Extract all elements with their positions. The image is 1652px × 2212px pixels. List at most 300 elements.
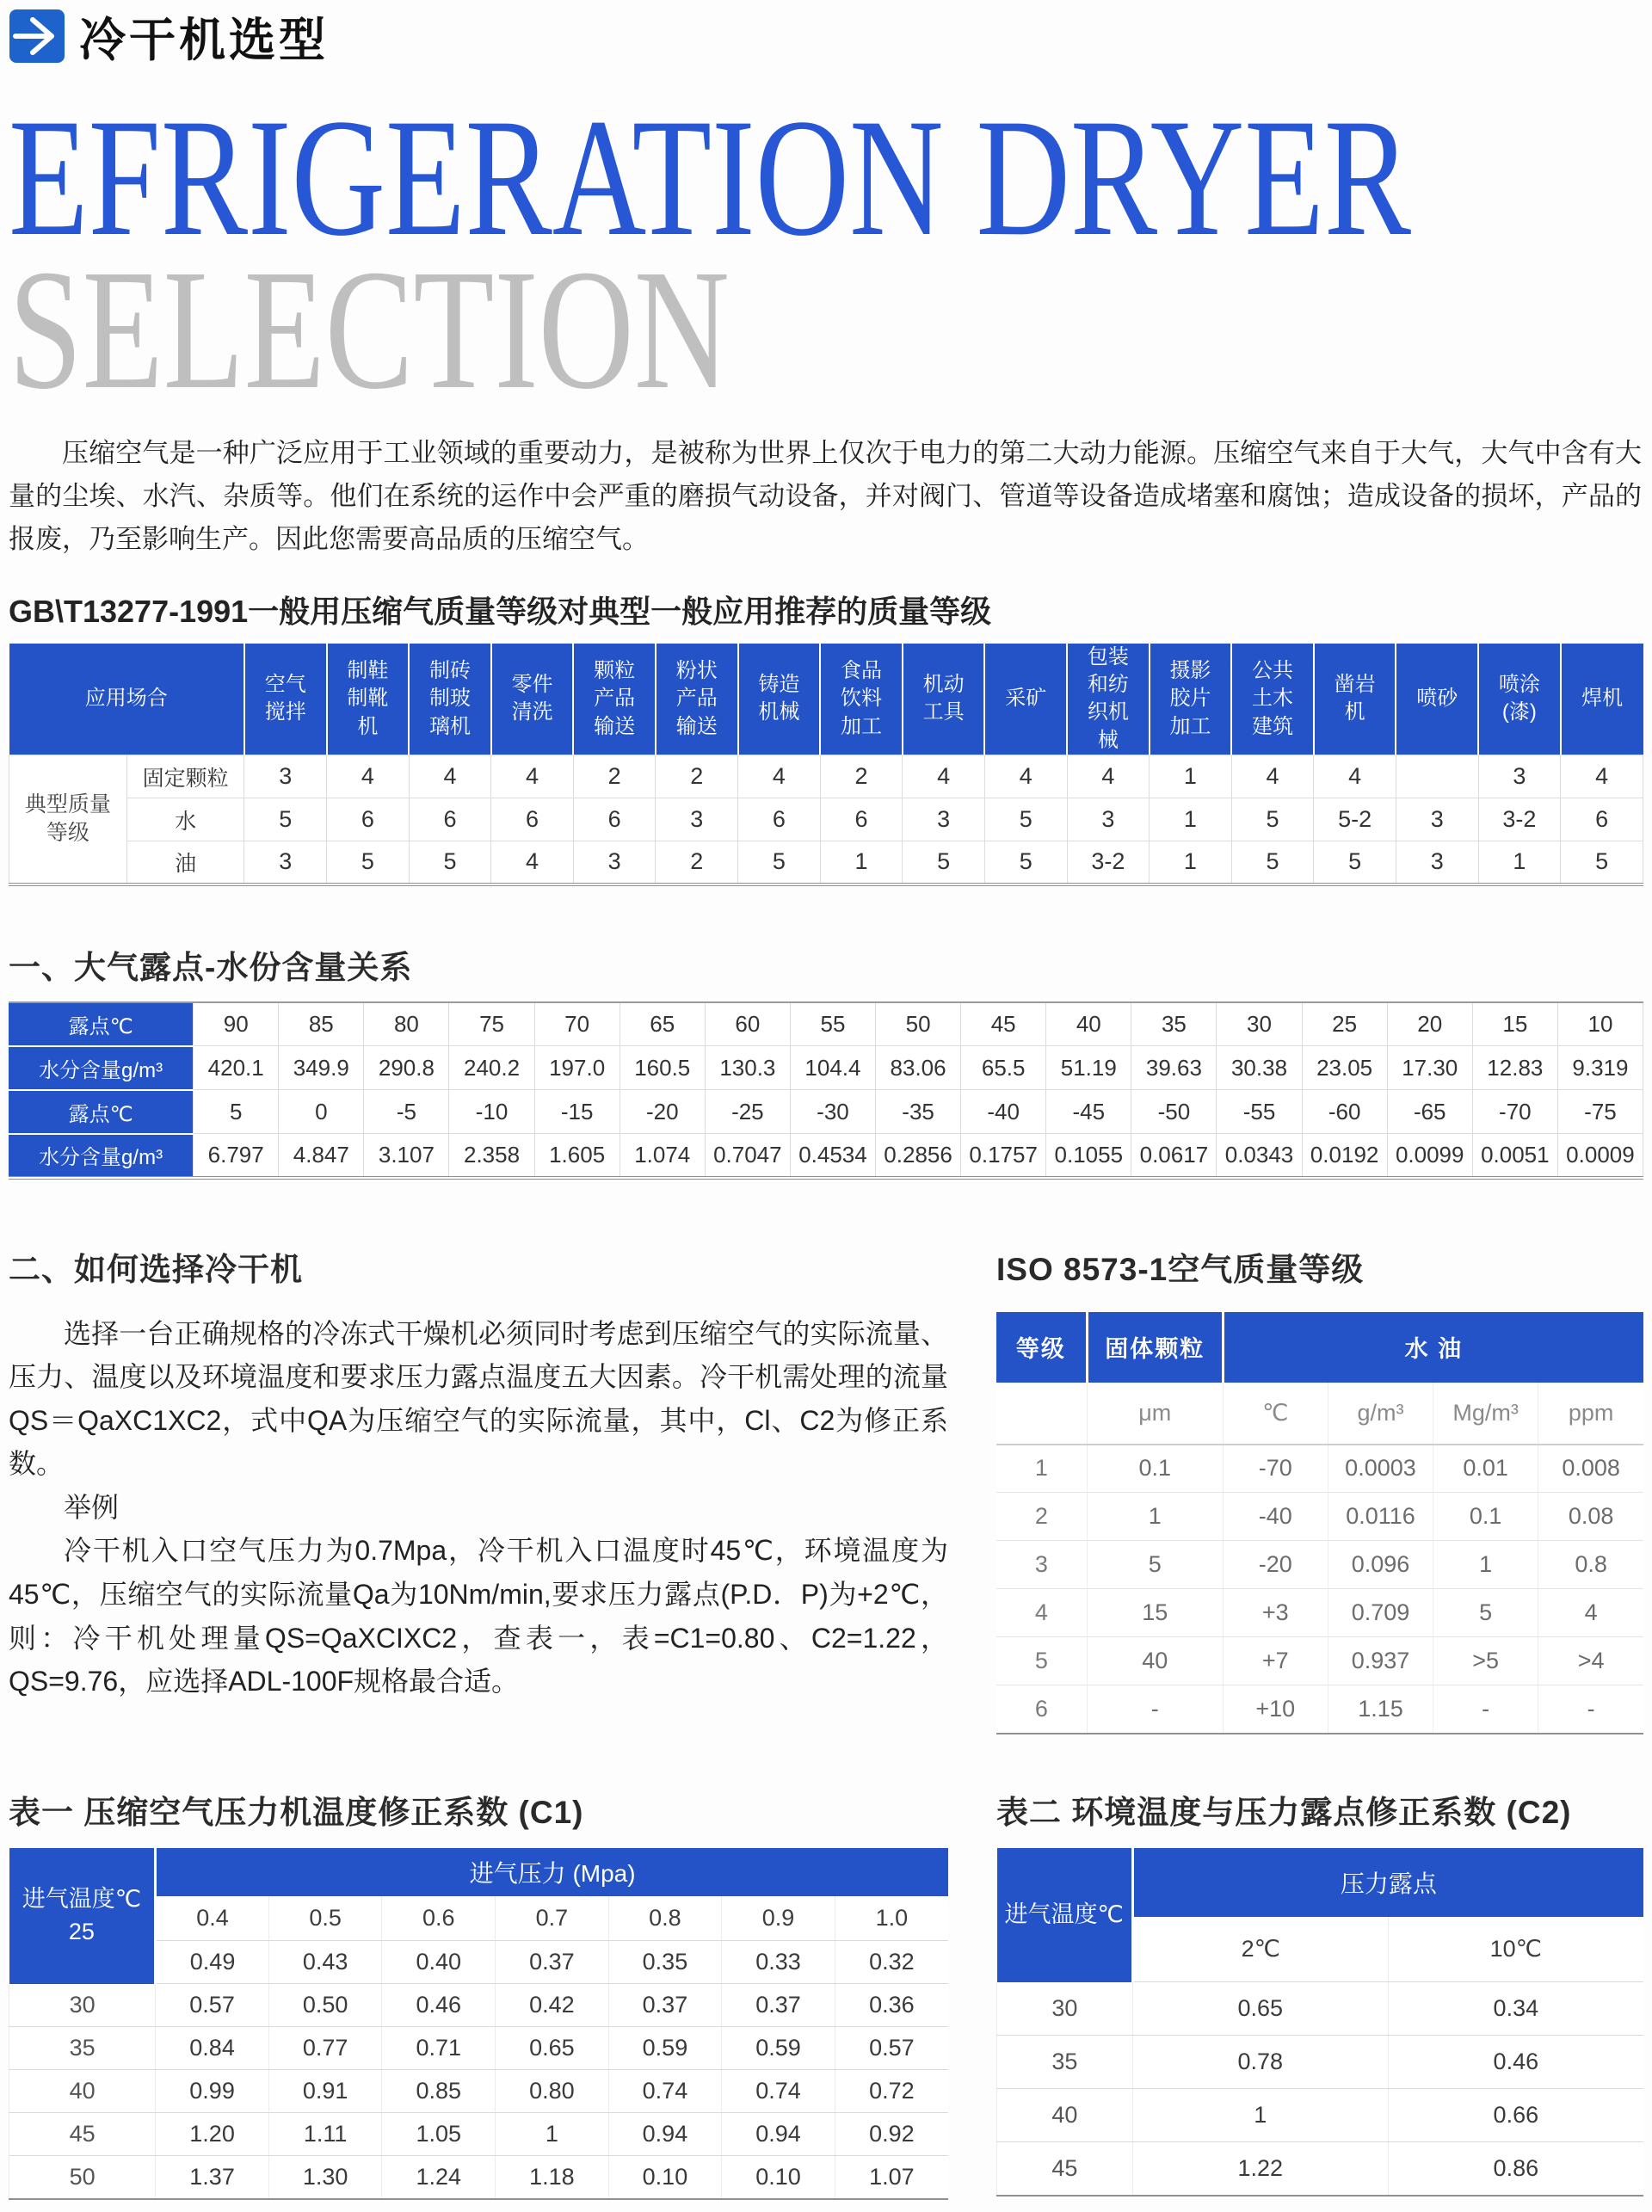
cell: 349.9 xyxy=(279,1046,364,1090)
cell: 3-2 xyxy=(1067,841,1150,884)
row-label: 35 xyxy=(9,2027,156,2070)
cell: 51.19 xyxy=(1046,1046,1131,1090)
intro-paragraph: 压缩空气是一种广泛应用于工业领域的重要动力，是被称为世界上仅次于电力的第二大动力能源。压缩空气来自于大气，大气中含有大量的尘埃、水汽、杂质等。他们在系统的运作中会严重的磨损气动设备，并对阀门、管道等设备造成堵塞和腐蚀；造成设备的损坏，产品的报废，乃至影响生产。因此您需要高品质的压缩空气。 xyxy=(9,438,1642,555)
row-label: 30 xyxy=(9,1984,156,2027)
cell: 0.8 xyxy=(608,1896,722,1941)
cell: 45 xyxy=(961,1002,1046,1046)
cell: 0.008 xyxy=(1538,1445,1643,1493)
cell: -70 xyxy=(1223,1445,1328,1493)
cell: 104.4 xyxy=(790,1046,875,1090)
table-row xyxy=(9,755,1643,798)
cell: -65 xyxy=(1387,1090,1472,1134)
cell: 0.72 xyxy=(835,2070,948,2113)
cell: 40 xyxy=(1046,1002,1131,1046)
cell: 1 xyxy=(1087,1493,1223,1541)
cell: 1 xyxy=(996,1445,1087,1493)
cell: 3 xyxy=(244,841,327,884)
cell: 1.074 xyxy=(620,1134,705,1178)
cell: -25 xyxy=(705,1090,790,1134)
cell: 0.71 xyxy=(382,2027,496,2070)
cell: 0.5 xyxy=(268,1896,382,1941)
row-label: 40 xyxy=(997,2089,1133,2142)
cell: 0.8 xyxy=(1538,1541,1643,1589)
cell: 0.59 xyxy=(608,2027,722,2070)
table-row xyxy=(9,1046,1643,1090)
cell: 4 xyxy=(491,755,574,798)
svg-text:EFRIGERATION DRYER: EFRIGERATION DRYER xyxy=(9,84,1412,250)
cell: 0.0343 xyxy=(1217,1134,1302,1178)
table-row xyxy=(996,1589,1643,1637)
cell: 0.10 xyxy=(608,2156,722,2199)
cell: 0.78 xyxy=(1132,2036,1388,2089)
cell: +10 xyxy=(1223,1685,1328,1734)
cell: -50 xyxy=(1131,1090,1217,1134)
cell: 60 xyxy=(705,1002,790,1046)
cell: ppm xyxy=(1538,1383,1643,1445)
cell: 5 xyxy=(409,841,491,884)
cell: 2 xyxy=(573,755,656,798)
cell: 3 xyxy=(1067,798,1150,841)
table1-title: 表一 压缩空气压力机温度修正系数 (C1) xyxy=(9,1794,584,1830)
table-row xyxy=(996,1493,1643,1541)
cell: 130.3 xyxy=(705,1046,790,1090)
cell: 2 xyxy=(820,755,903,798)
cell: 0.0003 xyxy=(1328,1445,1433,1493)
cell: 12.83 xyxy=(1472,1046,1557,1090)
table-row xyxy=(997,2036,1644,2089)
table-row xyxy=(9,798,1643,841)
page-title: 冷干机选型 xyxy=(79,14,329,66)
cell: 焊机 xyxy=(1561,644,1643,755)
cell: 颗粒产品输送 xyxy=(573,644,656,755)
cell: -75 xyxy=(1557,1090,1643,1134)
cell: 420.1 xyxy=(194,1046,279,1090)
cell: 0.92 xyxy=(835,2113,948,2156)
gb-table-title: GB\T13277-1991一般用压缩气质量等级对典型一般应用推荐的质量等级 xyxy=(9,593,992,629)
row-label: 40 xyxy=(9,2070,156,2113)
cell: 0.46 xyxy=(1388,2036,1643,2089)
cell: 5 xyxy=(1561,841,1643,884)
cell: 2℃ xyxy=(1132,1917,1388,1982)
section2-text xyxy=(9,1312,948,1704)
gb-quality-table xyxy=(9,644,1643,886)
cell: 240.2 xyxy=(449,1046,534,1090)
cell: 65 xyxy=(620,1002,705,1046)
table-row xyxy=(9,1090,1643,1134)
cell: 0 xyxy=(279,1090,364,1134)
table-row xyxy=(9,2070,949,2113)
table1-corner xyxy=(9,1848,156,1984)
cell: 25 xyxy=(1302,1002,1387,1046)
cell: 1.18 xyxy=(496,2156,609,2199)
cell: 0.0009 xyxy=(1557,1134,1643,1178)
table-row xyxy=(996,1637,1643,1685)
cell: 6 xyxy=(491,798,574,841)
cell: 1 xyxy=(1150,798,1232,841)
cell: 4 xyxy=(1231,755,1314,798)
cell: - xyxy=(1538,1685,1643,1734)
cell: 0.37 xyxy=(722,1984,835,2027)
cell: 0.94 xyxy=(608,2113,722,2156)
cell: 4 xyxy=(409,755,491,798)
cell: 0.91 xyxy=(268,2070,382,2113)
cell: 1 xyxy=(1433,1541,1538,1589)
cell: 80 xyxy=(364,1002,449,1046)
cell: 15 xyxy=(1087,1589,1223,1637)
iso-quality-table xyxy=(996,1312,1643,1734)
cell: 5 xyxy=(984,841,1067,884)
cell: 3 xyxy=(1396,841,1478,884)
svg-text:SELECTION: SELECTION xyxy=(9,250,730,397)
cell: 6.797 xyxy=(194,1134,279,1178)
cell: 摄影胶片加工 xyxy=(1150,644,1232,755)
table1-corner-line1: 进气温度℃ xyxy=(22,1885,142,1912)
cell: 0.85 xyxy=(382,2070,496,2113)
cell: 0.6 xyxy=(382,1896,496,1941)
cell: 83.06 xyxy=(876,1046,961,1090)
cell: 5 xyxy=(738,841,821,884)
cell: -5 xyxy=(364,1090,449,1134)
cell: 0.0192 xyxy=(1302,1134,1387,1178)
table2-column xyxy=(996,1786,1643,2197)
iso-header-water-oil: 水 油 xyxy=(1223,1312,1643,1383)
cell: 0.4 xyxy=(156,1896,269,1941)
iso-table-title: ISO 8573-1空气质量等级 xyxy=(996,1251,1365,1287)
cell: 1.37 xyxy=(156,2156,269,2199)
gb-corner-header: 应用场合 xyxy=(9,644,244,755)
cell: 0.096 xyxy=(1328,1541,1433,1589)
table-row xyxy=(9,1848,949,1896)
row-label: 35 xyxy=(997,2036,1133,2089)
cell: - xyxy=(1087,1685,1223,1734)
cell: 1.20 xyxy=(156,2113,269,2156)
cell: 4 xyxy=(738,755,821,798)
cell: -10 xyxy=(449,1090,534,1134)
cell: 1.0 xyxy=(835,1896,948,1941)
cell: 10℃ xyxy=(1388,1917,1643,1982)
table-row xyxy=(9,1984,949,2027)
cell: 0.08 xyxy=(1538,1493,1643,1541)
cell: 0.36 xyxy=(835,1984,948,2027)
row-label: 露点℃ xyxy=(9,1090,194,1134)
table-row xyxy=(997,1982,1644,2036)
cell: 1 xyxy=(1150,755,1232,798)
cell: 4 xyxy=(996,1589,1087,1637)
cell: - xyxy=(1433,1685,1538,1734)
cell: 30.38 xyxy=(1217,1046,1302,1090)
cell: 0.0051 xyxy=(1472,1134,1557,1178)
cell: -70 xyxy=(1472,1090,1557,1134)
cell: 65.5 xyxy=(961,1046,1046,1090)
cell: 0.57 xyxy=(156,1984,269,2027)
cell: 1.15 xyxy=(1328,1685,1433,1734)
cell: 3-2 xyxy=(1478,798,1561,841)
cell: 6 xyxy=(327,798,410,841)
cell: 0.10 xyxy=(722,2156,835,2199)
cell: 铸造机械 xyxy=(738,644,821,755)
cell: 9.319 xyxy=(1557,1046,1643,1090)
cell: 采矿 xyxy=(984,644,1067,755)
cell: 0.0099 xyxy=(1387,1134,1472,1178)
cell: 5 xyxy=(1087,1541,1223,1589)
cell: >5 xyxy=(1433,1637,1538,1685)
cell: 1.22 xyxy=(1132,2142,1388,2196)
cell: 0.37 xyxy=(608,1984,722,2027)
dewpoint-table xyxy=(9,1001,1643,1180)
cell: 50 xyxy=(876,1002,961,1046)
cell: 4 xyxy=(1538,1589,1643,1637)
table1-corner-line2: 25 xyxy=(68,1918,95,1944)
cell: 1.24 xyxy=(382,2156,496,2199)
table-row xyxy=(997,2089,1644,2142)
section1-title: 一、大气露点-水份含量关系 xyxy=(9,949,413,985)
cell: 0.65 xyxy=(496,2027,609,2070)
row-label: 水 xyxy=(126,798,244,841)
cell: 3 xyxy=(996,1541,1087,1589)
cell: 85 xyxy=(279,1002,364,1046)
cell: 1 xyxy=(1132,2089,1388,2142)
cell: +7 xyxy=(1223,1637,1328,1685)
cell: -20 xyxy=(620,1090,705,1134)
cell: 6 xyxy=(738,798,821,841)
cell: 0.40 xyxy=(382,1941,496,1984)
cell: 0.74 xyxy=(722,2070,835,2113)
cell: 75 xyxy=(449,1002,534,1046)
cell: 5-2 xyxy=(1314,798,1396,841)
cell: 0.66 xyxy=(1388,2089,1643,2142)
cell: 0.94 xyxy=(722,2113,835,2156)
row-label: 45 xyxy=(997,2142,1133,2196)
cell: -55 xyxy=(1217,1090,1302,1134)
c2-correction-table xyxy=(996,1848,1643,2197)
cell: -15 xyxy=(534,1090,620,1134)
table2-title: 表二 环境温度与压力露点修正系数 (C2) xyxy=(996,1794,1572,1830)
cell: 70 xyxy=(534,1002,620,1046)
cell: μm xyxy=(1087,1383,1223,1445)
cell: 0.49 xyxy=(156,1941,269,1984)
cell: 0.0116 xyxy=(1328,1493,1433,1541)
cell: 粉状产品输送 xyxy=(656,644,738,755)
cell: 17.30 xyxy=(1387,1046,1472,1090)
row-label: 水分含量g/m³ xyxy=(9,1134,194,1178)
table-row xyxy=(997,2142,1644,2196)
cell: 0.42 xyxy=(496,1984,609,2027)
cell: 5 xyxy=(327,841,410,884)
cell: 3 xyxy=(1396,798,1478,841)
cell: 0.7 xyxy=(496,1896,609,1941)
cell: 290.8 xyxy=(364,1046,449,1090)
cell: 90 xyxy=(194,1002,279,1046)
cell: 5 xyxy=(996,1637,1087,1685)
cell: 4 xyxy=(903,755,985,798)
cell: 0.01 xyxy=(1433,1445,1538,1493)
cell: 1 xyxy=(820,841,903,884)
table-row xyxy=(9,2113,949,2156)
cell: 23.05 xyxy=(1302,1046,1387,1090)
cell: 喷砂 xyxy=(1396,644,1478,755)
cell: +3 xyxy=(1223,1589,1328,1637)
cell: 0.4534 xyxy=(790,1134,875,1178)
middle-columns xyxy=(9,1243,1643,1734)
cell: 5 xyxy=(244,798,327,841)
cell: 3 xyxy=(903,798,985,841)
cell: 空气搅拌 xyxy=(244,644,327,755)
cell: 0.99 xyxy=(156,2070,269,2113)
row-label: 45 xyxy=(9,2113,156,2156)
cell: 2 xyxy=(656,755,738,798)
cell: 0.2856 xyxy=(876,1134,961,1178)
cell: 0.77 xyxy=(268,2027,382,2070)
cell: 0.34 xyxy=(1388,1982,1643,2036)
section2-title: 二、如何选择冷干机 xyxy=(9,1251,303,1287)
cell: 6 xyxy=(820,798,903,841)
cell: 零件清洗 xyxy=(491,644,574,755)
cell: 55 xyxy=(790,1002,875,1046)
cell: 0.74 xyxy=(608,2070,722,2113)
section2-column xyxy=(9,1243,948,1704)
cell: 包装和纺织机械 xyxy=(1067,644,1150,755)
row-label: 水分含量g/m³ xyxy=(9,1046,194,1090)
cell: 1.05 xyxy=(382,2113,496,2156)
table-row xyxy=(9,1002,1643,1046)
cell: -35 xyxy=(876,1090,961,1134)
cell: 0.32 xyxy=(835,1941,948,1984)
cell: -40 xyxy=(1223,1493,1328,1541)
cell: 4 xyxy=(1561,755,1643,798)
cell: -40 xyxy=(961,1090,1046,1134)
cell: 0.1 xyxy=(1087,1445,1223,1493)
cell: 3 xyxy=(656,798,738,841)
table-row xyxy=(9,2027,949,2070)
cell: 1.11 xyxy=(268,2113,382,2156)
cell: 3.107 xyxy=(364,1134,449,1178)
table-row xyxy=(997,1848,1644,1917)
row-label: 30 xyxy=(997,1982,1133,2036)
table-row xyxy=(996,1541,1643,1589)
cell: 4.847 xyxy=(279,1134,364,1178)
cell: 1.07 xyxy=(835,2156,948,2199)
cell: 40 xyxy=(1087,1637,1223,1685)
cell: >4 xyxy=(1538,1637,1643,1685)
table2-corner: 进气温度℃ xyxy=(997,1848,1133,1982)
table-row xyxy=(9,2156,949,2199)
cell: 2 xyxy=(996,1493,1087,1541)
cell: 公共土木建筑 xyxy=(1231,644,1314,755)
cell: 1 xyxy=(1150,841,1232,884)
cell: 机动工具 xyxy=(903,644,985,755)
cell: 2 xyxy=(656,841,738,884)
cell xyxy=(1396,755,1478,798)
cell: 5 xyxy=(984,798,1067,841)
cell: 制砖制玻璃机 xyxy=(409,644,491,755)
iso-header-row xyxy=(996,1312,1643,1383)
iso-header-particles: 固体颗粒 xyxy=(1087,1312,1223,1383)
cell: 160.5 xyxy=(620,1046,705,1090)
cell: 6 xyxy=(573,798,656,841)
table2-band-header: 压力露点 xyxy=(1132,1848,1643,1917)
cell: 0.84 xyxy=(156,2027,269,2070)
cell: 3 xyxy=(244,755,327,798)
cell: 1 xyxy=(1478,841,1561,884)
cell: 0.1 xyxy=(1433,1493,1538,1541)
cell: 0.86 xyxy=(1388,2142,1643,2196)
cell: 1.30 xyxy=(268,2156,382,2199)
table1-band-header: 进气压力 (Mpa) xyxy=(156,1848,948,1896)
cell: 0.65 xyxy=(1132,1982,1388,2036)
cell: 5 xyxy=(1231,798,1314,841)
section2-example-label: 举例 xyxy=(64,1491,120,1523)
table-row xyxy=(996,1445,1643,1493)
cell: 10 xyxy=(1557,1002,1643,1046)
cell: 1 xyxy=(496,2113,609,2156)
row-label: 固定颗粒 xyxy=(126,755,244,798)
cell: 2.358 xyxy=(449,1134,534,1178)
cell: 35 xyxy=(1131,1002,1217,1046)
cell: 0.80 xyxy=(496,2070,609,2113)
cell: 6 xyxy=(1561,798,1643,841)
cell: 4 xyxy=(984,755,1067,798)
cell: -20 xyxy=(1223,1541,1328,1589)
iso-column xyxy=(996,1243,1643,1734)
cell: 4 xyxy=(327,755,410,798)
cell: 39.63 xyxy=(1131,1046,1217,1090)
cell: 食品饮料加工 xyxy=(820,644,903,755)
section2-example-paragraph: 冷干机入口空气压力为0.7Mpa，冷干机入口温度时45℃，环境温度为45℃，压缩空气的实际流量Qa为10Nm/min,要求压力露点(P.D．P)为+2℃，则：冷干机处理量QS=QaXCIXC2，查表一，表=C1=0.80、C2=1.22，QS=9.76，应选择ADL-100F规格最合适。 xyxy=(9,1535,948,1698)
title-sub xyxy=(9,250,1643,397)
gb-row-group-label: 典型质量等级 xyxy=(9,755,127,884)
row-label: 露点℃ xyxy=(9,1002,194,1046)
cell: 6 xyxy=(409,798,491,841)
cell: 0.43 xyxy=(268,1941,382,1984)
cell: 0.37 xyxy=(496,1941,609,1984)
cell: 3 xyxy=(1478,755,1561,798)
cell: 15 xyxy=(1472,1002,1557,1046)
row-label: 50 xyxy=(9,2156,156,2199)
cell: 5 xyxy=(1314,841,1396,884)
cell: 5 xyxy=(1231,841,1314,884)
cell: 20 xyxy=(1387,1002,1472,1046)
cell: 6 xyxy=(996,1685,1087,1734)
cell: 0.0617 xyxy=(1131,1134,1217,1178)
doc-header xyxy=(9,5,1643,67)
title-en xyxy=(9,77,1643,250)
cell: 4 xyxy=(1314,755,1396,798)
cell: 4 xyxy=(1067,755,1150,798)
arrow-right-icon xyxy=(9,9,65,64)
cell: 0.46 xyxy=(382,1984,496,2027)
cell: 0.7047 xyxy=(705,1134,790,1178)
cell: Mg/m³ xyxy=(1433,1383,1538,1445)
gb-header-row xyxy=(9,644,1643,755)
cell: -30 xyxy=(790,1090,875,1134)
table-row xyxy=(9,841,1643,884)
cell: 0.9 xyxy=(722,1896,835,1941)
cell: 0.709 xyxy=(1328,1589,1433,1637)
cell: 0.937 xyxy=(1328,1637,1433,1685)
cell: -60 xyxy=(1302,1090,1387,1134)
cell: 0.33 xyxy=(722,1941,835,1984)
cell: ℃ xyxy=(1223,1383,1328,1445)
cell: 1.605 xyxy=(534,1134,620,1178)
cell: 0.1757 xyxy=(961,1134,1046,1178)
section2-paragraph: 选择一台正确规格的冷冻式干燥机必须同时考虑到压缩空气的实际流量、压力、温度以及环境温度和要求压力露点温度五大因素。冷干机需处理的流量QS＝QaXC1XC2，式中QA为压缩空气的实际流量，其中，Cl、C2为修正系数。 xyxy=(9,1317,948,1480)
row-label: 油 xyxy=(126,841,244,884)
cell xyxy=(996,1383,1087,1445)
cell: 0.1055 xyxy=(1046,1134,1131,1178)
iso-subheader-row xyxy=(996,1383,1643,1445)
c1-correction-table xyxy=(9,1848,948,2200)
table-row xyxy=(9,1134,1643,1178)
